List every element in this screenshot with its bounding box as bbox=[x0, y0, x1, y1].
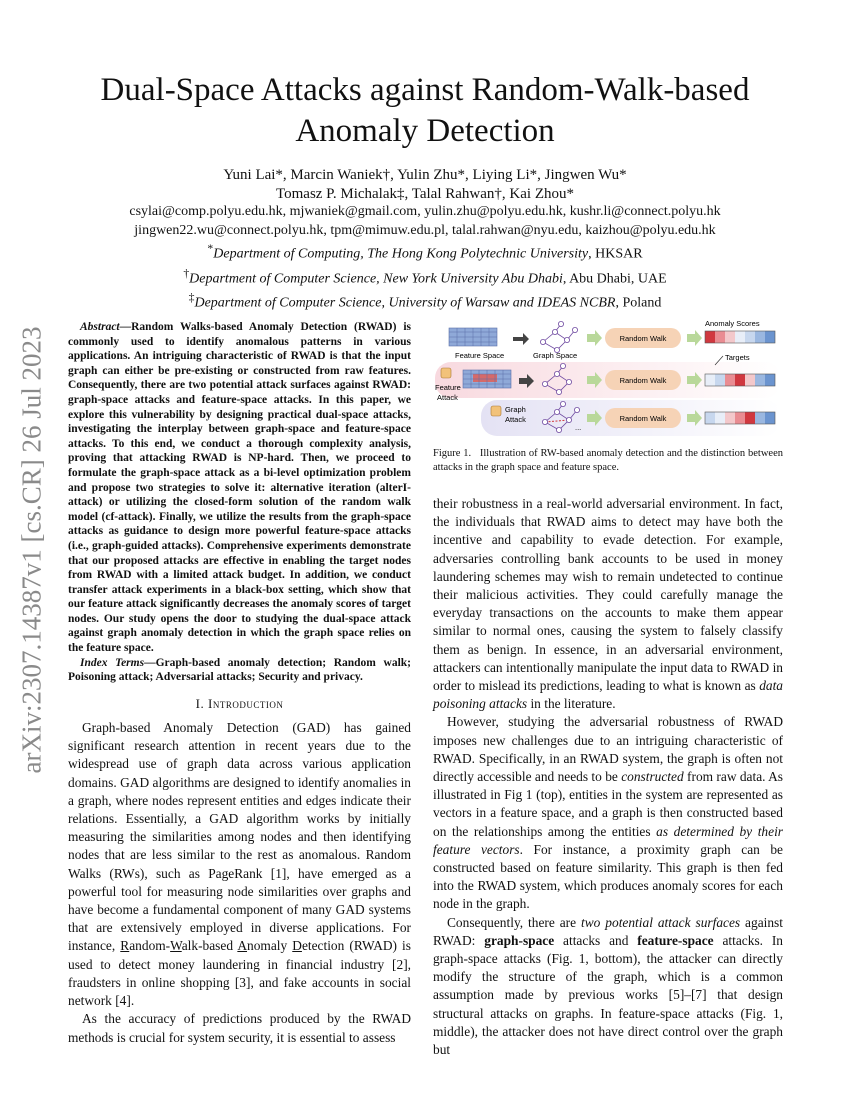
feature-space-label: Feature Space bbox=[455, 351, 505, 360]
feature-matrix-top bbox=[449, 328, 497, 346]
graph-attack-label-1: Graph bbox=[505, 405, 526, 414]
affiliation-3: ‡Department of Computer Science, University of Warsaw and IDEAS NCBR, Poland bbox=[188, 290, 662, 311]
intro-paragraph-1: Graph-based Anomaly Detection (GAD) has gained significant research attention in recent years due to the widespread use of graph data across various application domains. GAD algorithms are designed to identify anomalies in a graph, where nodes represent entities and edges indicate their relations. Essentially, a GAD algorithm works by initially measuring the similarities among nodes and then identifying nodes that are less similar to the rest as anomalous. Random Walks (RWs), such as PageRank [1], have emerged as a powerful tool for measuring node similarities over graphs and have become a fundamental component of many GAD systems that are extensively employed in diverse applications. For instance, Random-Walk-based Anomaly Detection (RWAD) is used to detect money laundering in financial industry [2], fraudsters in online shopping [3], and fake accounts in social network [4]. bbox=[68, 720, 411, 1009]
right-paragraph-3: Consequently, there are two potential attack surfaces against RWAD: graph-space attacks and feature-space attacks. In graph-space attacks (Fig. 1, bottom), the attacker can directly modify the structure of the graph, which is a common assumption made by previous works [5]–[7] that design structural attacks on graphs. In feature-space attacks (Fig. 1, middle), the attacker does not have direct control over the graph but bbox=[433, 914, 783, 1058]
authors-line-2: Tomasz P. Michalak‡, Talal Rahwan†, Kai Zhou* bbox=[276, 185, 574, 202]
left-column bbox=[68, 320, 411, 1047]
targets-label: Targets bbox=[725, 353, 750, 362]
arrow-icon bbox=[587, 330, 602, 346]
score-bar-middle bbox=[705, 374, 775, 386]
emails-line-1: csylai@comp.polyu.edu.hk, mjwaniek@gmail.com, yulin.zhu@polyu.edu.hk, kushr.li@connect.polyu.hk bbox=[129, 204, 721, 220]
score-bar-bottom bbox=[705, 412, 775, 424]
feature-attack-label-1: Feature bbox=[435, 383, 461, 392]
title-line-1: Dual-Space Attacks against Random-Walk-based bbox=[100, 72, 750, 108]
abstract: Abstract—Random Walks-based Anomaly Detection (RWAD) is commonly used to identify anomalous patterns in various applications. An intriguing characteristic of RWAD is that the input graph can either be pre-existing or constructed from raw features. Consequently, there are two potential attack surfaces against RWAD: graph-space attacks and feature-space attacks. In this paper, we explore this vulnerability by designing practical dual-space attacks, investigating the interplay between graph-space and feature-space attacks. To this end, we conduct a thorough complexity analysis, proving that attacking RWAD is NP-hard. Then, we proceed to formulate the graph-space attack as a bi-level optimization problem and propose two strategies to solve it: alternative iteration (alterI-attack) or utilizing the closed-form solution of the random walk model (cf-attack). Finally, we utilize the results from the graph-space attacks as guidance to design more powerful feature-space attacks (i.e., graph-guided attacks). Comprehensive experiments demonstrate that our proposed attacks are effective in enabling the target nodes from RWAD with a limited attack budget. In addition, we conduct transfer attack experiments in a black-box setting, which show that our feature attack significantly decreases the anomaly scores of target nodes. Our study opens the door to studying the dual-space attack against graph anomaly detection in which the graph space relies on the feature space. Index Terms—Graph-based anomaly detection; Random walk; Poisoning attack; Adversarial attacks; Security and privacy. bbox=[68, 321, 411, 684]
affiliation-2: †Department of Computer Science, New York University Abu Dhabi, Abu Dhabi, UAE bbox=[183, 266, 667, 287]
ellipsis-label: ... bbox=[575, 423, 582, 432]
section-heading-introduction: I. Introduction bbox=[195, 695, 284, 711]
graph-attack-icon bbox=[491, 406, 501, 416]
random-walk-label: Random Walk bbox=[619, 414, 667, 423]
feature-matrix-attacked bbox=[463, 370, 511, 388]
author-block bbox=[60, 166, 790, 313]
graph-top bbox=[540, 321, 577, 352]
right-column bbox=[433, 495, 783, 1059]
arxiv-stamp: arXiv:2307.14387v1 [cs.CR] 26 Jul 2023 bbox=[16, 326, 47, 774]
authors-line-1: Yuni Lai*, Marcin Waniek†, Yulin Zhu*, Liying Li*, Jingwen Wu* bbox=[223, 167, 627, 183]
paper-title bbox=[60, 70, 790, 152]
feature-attack-icon bbox=[441, 368, 451, 378]
score-bar-top bbox=[705, 331, 775, 343]
graph-attack-label-2: Attack bbox=[505, 415, 526, 424]
intro-paragraph-2: As the accuracy of predictions produced by the RWAD methods is crucial for system security, it is essential to assess bbox=[68, 1011, 411, 1045]
random-walk-label: Random Walk bbox=[619, 334, 667, 343]
arrow-icon bbox=[687, 330, 702, 346]
right-paragraph-2: However, studying the adversarial robustness of RWAD imposes new challenges due to an intriguing characteristic of RWAD. Specifically, in an RWAD system, the graph is often not directly accessible and needs to be constructed from raw data. As illustrated in Fig 1 (top), entities in the system are represented as vectors in a feature space, and a graph is then constructed based on the relationships among the entities as determined by their feature vectors. For instance, a proximity graph can be constructed based on feature similarity. This graph is then fed into the RWAD system, which produces anomaly scores for each node in the graph. bbox=[433, 714, 783, 912]
arrow-icon bbox=[513, 333, 529, 345]
feature-attack-label-2: Attack bbox=[437, 393, 458, 402]
title-line-2: Anomaly Detection bbox=[295, 113, 555, 149]
anomaly-scores-label: Anomaly Scores bbox=[705, 319, 760, 328]
figure-1-caption: Figure 1. Illustration of RW-based anomaly detection and the distinction between attacks in the graph space and feature space. bbox=[433, 448, 783, 473]
figure-1 bbox=[433, 318, 783, 448]
graph-space-label: Graph Space bbox=[533, 351, 578, 360]
emails-line-2: jingwen22.wu@connect.polyu.hk, tpm@mimuw.edu.pl, talal.rahwan@nyu.edu, kaizhou@polyu.edu.hk bbox=[134, 222, 716, 238]
affiliation-1: *Department of Computing, The Hong Kong Polytechnic University, HKSAR bbox=[207, 242, 643, 263]
random-walk-label: Random Walk bbox=[619, 376, 667, 385]
right-paragraph-1: their robustness in a real-world adversarial environment. In fact, the individuals that RWAD aims to detect may have both the incentive and capability to evade detection. For example, adversaries controlling bank accounts to be used in money laundering schemes may wish to remain undetected to continue their malicious activities. They could carefully manage the everyday transactions on the accounts to make them appear similar to normal ones, causing the system to falsely classify them as benign. In essence, in an adversarial environment, attackers can intentionally manipulate the input data to RWAD in order to mislead its predictions, leading to what is known as data poisoning attacks in the literature. bbox=[433, 496, 783, 712]
